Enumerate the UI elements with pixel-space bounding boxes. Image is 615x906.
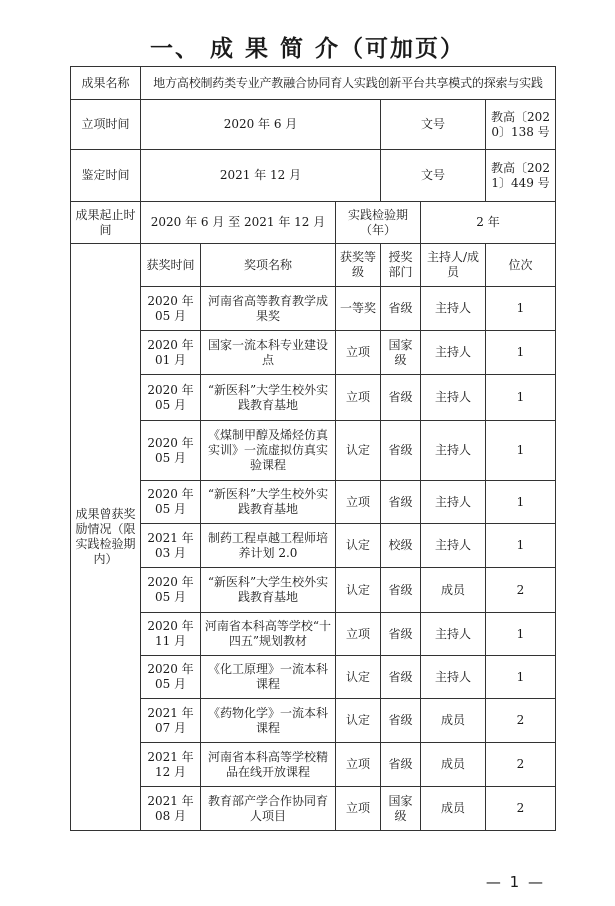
project-name-label: 成果名称 xyxy=(71,67,141,100)
award-time: 2021 年 08 月 xyxy=(141,787,201,831)
table-row xyxy=(71,375,556,421)
award-name: 制药工程卓越工程师培养计划 2.0 xyxy=(201,524,336,568)
page-title: 一、 成 果 简 介（可加页） xyxy=(149,36,466,62)
period-label: 成果起止时间 xyxy=(71,202,141,244)
doc-number-value-1: 教高〔2020〕138 号 xyxy=(486,100,556,150)
award-name: 河南省本科高等学校精品在线开放课程 xyxy=(201,743,336,787)
start-time-value: 2020 年 6 月 xyxy=(141,100,381,150)
header-award-dept: 授奖部门 xyxy=(381,244,421,287)
table-row xyxy=(71,421,556,481)
achievement-summary-table xyxy=(70,66,556,831)
award-time: 2020 年 05 月 xyxy=(141,568,201,613)
award-rank: 2 xyxy=(486,568,556,613)
award-role: 成员 xyxy=(421,699,486,743)
award-role: 主持人 xyxy=(421,481,486,524)
start-time-label: 立项时间 xyxy=(71,100,141,150)
table-row xyxy=(71,613,556,656)
awards-header-row xyxy=(71,244,556,287)
table-row xyxy=(71,287,556,331)
award-level: 立项 xyxy=(336,331,381,375)
award-role: 成员 xyxy=(421,787,486,831)
award-name: 河南省高等教育教学成果奖 xyxy=(201,287,336,331)
row-period xyxy=(71,202,556,244)
award-time: 2020 年 05 月 xyxy=(141,375,201,421)
award-name: 《煤制甲醇及烯烃仿真实训》一流虚拟仿真实验课程 xyxy=(201,421,336,481)
award-time: 2020 年 05 月 xyxy=(141,287,201,331)
award-dept: 省级 xyxy=(381,287,421,331)
award-role: 成员 xyxy=(421,568,486,613)
award-level: 认定 xyxy=(336,568,381,613)
award-rank: 2 xyxy=(486,743,556,787)
row-start-time xyxy=(71,100,556,150)
award-dept: 省级 xyxy=(381,613,421,656)
table-row xyxy=(71,743,556,787)
table-row xyxy=(71,656,556,699)
award-dept: 省级 xyxy=(381,421,421,481)
award-role: 主持人 xyxy=(421,287,486,331)
award-role: 主持人 xyxy=(421,375,486,421)
award-dept: 省级 xyxy=(381,743,421,787)
award-time: 2020 年 05 月 xyxy=(141,481,201,524)
award-dept: 校级 xyxy=(381,524,421,568)
doc-number-label-1: 文号 xyxy=(381,100,486,150)
award-rank: 1 xyxy=(486,331,556,375)
table-row xyxy=(71,787,556,831)
award-name: 河南省本科高等学校“十四五”规划教材 xyxy=(201,613,336,656)
award-time: 2020 年 05 月 xyxy=(141,421,201,481)
practice-period-label: 实践检验期（年） xyxy=(336,202,421,244)
award-dept: 省级 xyxy=(381,656,421,699)
award-time: 2021 年 07 月 xyxy=(141,699,201,743)
award-rank: 2 xyxy=(486,699,556,743)
award-role: 主持人 xyxy=(421,656,486,699)
award-role: 成员 xyxy=(421,743,486,787)
award-role: 主持人 xyxy=(421,524,486,568)
doc-number-value-2: 教高〔2021〕449 号 xyxy=(486,150,556,202)
period-value: 2020 年 6 月 至 2021 年 12 月 xyxy=(141,202,336,244)
award-rank: 1 xyxy=(486,481,556,524)
award-time: 2020 年 11 月 xyxy=(141,613,201,656)
row-appraisal-time xyxy=(71,150,556,202)
award-name: 国家一流本科专业建设点 xyxy=(201,331,336,375)
table-row xyxy=(71,524,556,568)
award-level: 一等奖 xyxy=(336,287,381,331)
doc-number-label-2: 文号 xyxy=(381,150,486,202)
award-rank: 1 xyxy=(486,524,556,568)
award-role: 主持人 xyxy=(421,331,486,375)
award-time: 2020 年 05 月 xyxy=(141,656,201,699)
appraisal-time-value: 2021 年 12 月 xyxy=(141,150,381,202)
award-level: 认定 xyxy=(336,699,381,743)
table-row xyxy=(71,568,556,613)
award-role: 主持人 xyxy=(421,421,486,481)
award-level: 认定 xyxy=(336,421,381,481)
table-row xyxy=(71,699,556,743)
project-name-value: 地方高校制药类专业产教融合协同育人实践创新平台共享模式的探索与实践 xyxy=(141,67,556,100)
award-dept: 省级 xyxy=(381,481,421,524)
header-award-role: 主持人/成员 xyxy=(421,244,486,287)
award-role: 主持人 xyxy=(421,613,486,656)
award-level: 认定 xyxy=(336,524,381,568)
practice-period-value: 2 年 xyxy=(421,202,556,244)
award-level: 立项 xyxy=(336,375,381,421)
header-award-level: 获奖等级 xyxy=(336,244,381,287)
table-row xyxy=(71,481,556,524)
award-name: “新医科”大学生校外实践教育基地 xyxy=(201,568,336,613)
award-rank: 1 xyxy=(486,421,556,481)
award-rank: 1 xyxy=(486,287,556,331)
header-award-name: 奖项名称 xyxy=(201,244,336,287)
header-award-time: 获奖时间 xyxy=(141,244,201,287)
award-dept: 省级 xyxy=(381,568,421,613)
award-time: 2020 年 01 月 xyxy=(141,331,201,375)
page-number: — 1 — xyxy=(485,873,545,891)
award-level: 立项 xyxy=(336,613,381,656)
award-dept: 省级 xyxy=(381,375,421,421)
award-name: 教育部产学合作协同育人项目 xyxy=(201,787,336,831)
award-rank: 1 xyxy=(486,656,556,699)
award-rank: 1 xyxy=(486,613,556,656)
award-level: 立项 xyxy=(336,743,381,787)
appraisal-time-label: 鉴定时间 xyxy=(71,150,141,202)
award-dept: 国家级 xyxy=(381,331,421,375)
award-level: 立项 xyxy=(336,787,381,831)
award-time: 2021 年 03 月 xyxy=(141,524,201,568)
award-level: 认定 xyxy=(336,656,381,699)
award-name: 《药物化学》一流本科课程 xyxy=(201,699,336,743)
award-name: “新医科”大学生校外实践教育基地 xyxy=(201,375,336,421)
award-rank: 1 xyxy=(486,375,556,421)
award-name: 《化工原理》一流本科课程 xyxy=(201,656,336,699)
award-rank: 2 xyxy=(486,787,556,831)
header-award-rank: 位次 xyxy=(486,244,556,287)
award-level: 立项 xyxy=(336,481,381,524)
row-project-name xyxy=(71,67,556,100)
award-dept: 省级 xyxy=(381,699,421,743)
award-dept: 国家级 xyxy=(381,787,421,831)
award-time: 2021 年 12 月 xyxy=(141,743,201,787)
table-row xyxy=(71,331,556,375)
awards-side-label: 成果曾获奖励情况（限实践检验期内） xyxy=(71,244,141,831)
award-name: “新医科”大学生校外实践教育基地 xyxy=(201,481,336,524)
